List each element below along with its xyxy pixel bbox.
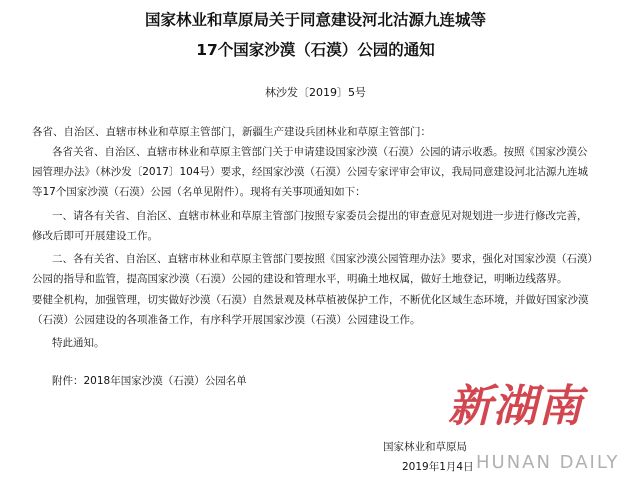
- body-paragraph-3-line-2: 公园的指导和监管，提高国家沙漠（石漠）公园的建设和管理水平，明确土地权属，做好土地登记，明晰边线落界。: [32, 273, 568, 285]
- body-paragraph-3-line-4: （石漠）公园建设的各项准备工作，有序科学开展国家沙漠（石漠）公园建设工作。: [32, 314, 421, 326]
- watermark-logo-english: HUNAN DAILY: [476, 452, 620, 473]
- body-paragraph-3-line-3: 要健全机构，加强管理，切实做好沙漠（石漠）自然景观及林草植被保护工作，不断优化区域生态环境，并做好国家沙漠: [32, 294, 589, 306]
- body-paragraph-2-line-1: 一、请各有关省、自治区、直辖市林业和草原主管部门按照专家委员会提出的审查意见对规划进一步进行修改完善，: [52, 210, 588, 222]
- watermark-logo-chinese: 新湖南: [448, 381, 583, 432]
- addressee: 各省、自治区、直辖市林业和草原主管部门，新疆生产建设兵团林业和草原主管部门：: [32, 126, 431, 138]
- body-paragraph-3-line-1: 二、各有关省、自治区、直辖市林业和草原主管部门要按照《国家沙漠公园管理办法》要求，强化对国家沙漠（石漠）: [52, 253, 598, 265]
- body-paragraph-1-line-1: 各省关省、自治区、直辖市林业和草原主管部门关于申请建设国家沙漠（石漠）公园的请示收悉。按照《国家沙漠公: [52, 146, 588, 158]
- body-paragraph-2-line-2: 修改后即可开展建设工作。: [32, 230, 158, 242]
- signature-organization: 国家林业和草原局: [383, 441, 467, 453]
- body-paragraph-1-line-2: 园管理办法》（林沙发〔2017〕104号）要求，经国家沙漠（石漠）公园专家评审会审议，我局同意建设河北沽源九连城: [32, 166, 589, 178]
- attachment-line: 附件：2018年国家沙漠（石漠）公园名单: [52, 375, 247, 387]
- signature-date: 2019年1月4日: [402, 461, 474, 473]
- notice-title-line-2: 17个国家沙漠（石漠）公园的通知: [196, 41, 435, 59]
- notice-title-line-1: 国家林业和草原局关于同意建设河北沽源九连城等: [144, 11, 486, 29]
- body-paragraph-1-line-3: 等17个国家沙漠（石漠）公园（名单见附件）。现将有关事项通知如下：: [32, 186, 366, 198]
- document-number: 林沙发〔2019〕5号: [265, 86, 366, 99]
- closing-line: 特此通知。: [52, 337, 105, 349]
